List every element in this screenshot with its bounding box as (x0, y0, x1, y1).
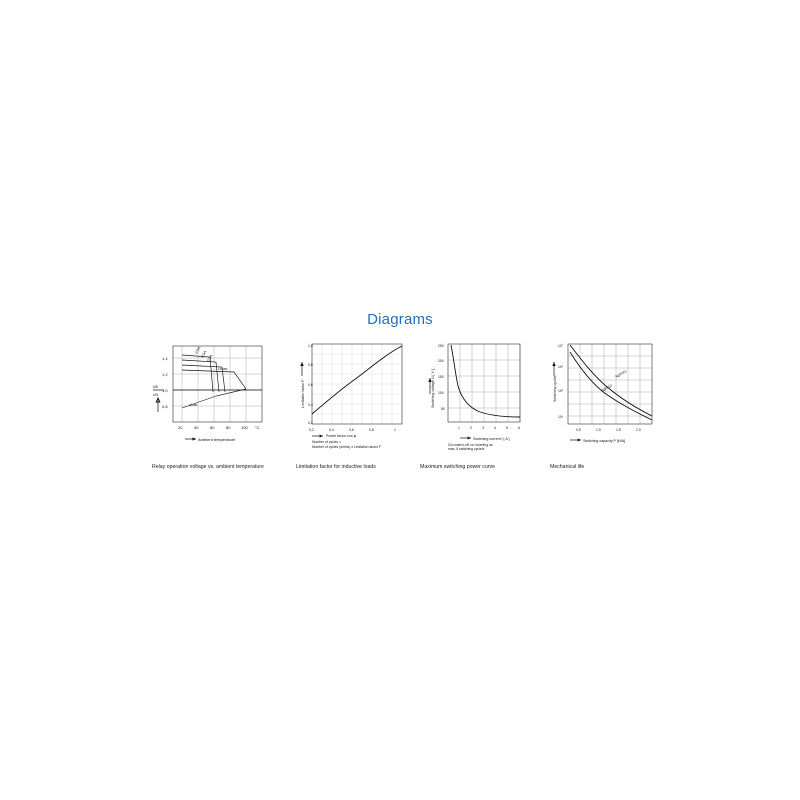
svg-text:250: 250 (438, 344, 444, 348)
svg-text:1,0: 1,0 (162, 388, 168, 393)
svg-text:10⁶: 10⁶ (558, 365, 564, 369)
caption-mechanical: Mechanical life (550, 464, 585, 470)
svg-text:60: 60 (210, 425, 215, 430)
svg-text:0,8: 0,8 (369, 428, 374, 432)
svg-text:150: 150 (438, 375, 444, 379)
plot-area-switching (420, 336, 550, 451)
page-title: Diagrams (367, 311, 433, 328)
svg-text:0,5: 0,5 (576, 428, 581, 432)
svg-text:0,8: 0,8 (162, 404, 168, 409)
plot-area-relay (152, 336, 282, 446)
mechanical-svg (550, 336, 680, 451)
svg-text:G/o switch-off, no inverting a: G/o switch-off, no inverting as (448, 443, 493, 447)
svg-text:Switching current I [ A ]: Switching current I [ A ] (473, 437, 510, 441)
limitation-svg (296, 336, 426, 451)
switching-svg (420, 336, 550, 451)
svg-text:Ambient temperature: Ambient temperature (198, 437, 236, 442)
svg-text:0,8: 0,8 (308, 363, 313, 367)
svg-text:0,6A: 0,6A (194, 346, 202, 355)
svg-text:Umin: Umin (189, 403, 198, 407)
svg-text:1: 1 (458, 426, 460, 430)
plot-area-mechanical (550, 336, 680, 446)
svg-text:Umax: Umax (218, 367, 228, 371)
svg-text:Switching voltage U [ V ]: Switching voltage U [ V ] (431, 369, 435, 408)
svg-text:1,5: 1,5 (616, 428, 621, 432)
caption-limitation: Limitation factor for inductive loads (296, 464, 376, 470)
svg-text:AgNi10: AgNi10 (600, 383, 613, 393)
svg-text:6: 6 (518, 426, 520, 430)
svg-text:Switching cycles: Switching cycles (553, 375, 557, 402)
chart-relay-operation-voltage (152, 336, 282, 506)
svg-text:0,5A: 0,5A (200, 350, 208, 359)
svg-text:Number of cycles =: Number of cycles = (312, 440, 342, 444)
svg-text:max. 5 switching cycle/s: max. 5 switching cycle/s (448, 447, 485, 451)
svg-text:0,6: 0,6 (308, 383, 313, 387)
relay-svg (152, 336, 282, 451)
svg-text:40: 40 (194, 425, 199, 430)
caption-relay: Relay operation voltage vs. ambient temperature (152, 464, 264, 470)
svg-text:0,2: 0,2 (308, 421, 313, 425)
plot-area-limitation (296, 336, 426, 449)
svg-text:80: 80 (226, 425, 231, 430)
chart-limitation-factor (296, 336, 426, 506)
svg-text:4: 4 (494, 426, 496, 430)
svg-text:5: 5 (506, 426, 508, 430)
svg-text:10⁵: 10⁵ (558, 389, 564, 393)
svg-text:0,2: 0,2 (309, 428, 314, 432)
svg-text:50: 50 (441, 407, 445, 411)
chart-mechanical-life (550, 336, 680, 506)
svg-text:UN: UN (153, 393, 158, 397)
svg-text:100: 100 (438, 391, 444, 395)
chart-max-switching-power (420, 336, 550, 506)
svg-text:1,0: 1,0 (308, 344, 313, 348)
svg-text:0,3A: 0,3A (206, 354, 214, 363)
svg-text:1,4: 1,4 (162, 356, 168, 361)
svg-text:0,4: 0,4 (308, 403, 313, 407)
svg-text:3: 3 (482, 426, 484, 430)
svg-text:100: 100 (241, 425, 248, 430)
svg-text:Number of cycles (ohmic) x Lim: Number of cycles (ohmic) x Limitation factor F (312, 445, 381, 449)
svg-text:Power factor cos φ: Power factor cos φ (326, 434, 357, 438)
svg-text:2: 2 (470, 426, 472, 430)
svg-text:1,0: 1,0 (596, 428, 601, 432)
svg-text:Switching capacity P [kVA]: Switching capacity P [kVA] (583, 439, 626, 443)
svg-text:10⁷: 10⁷ (558, 344, 563, 348)
svg-text:AgSnO₂: AgSnO₂ (614, 368, 628, 379)
svg-text:0,4: 0,4 (329, 428, 334, 432)
svg-text:°C: °C (255, 425, 260, 430)
svg-text:UB: UB (153, 385, 158, 389)
caption-switching: Maximum switching power curve (420, 464, 495, 470)
svg-text:0,6: 0,6 (349, 428, 354, 432)
svg-text:1: 1 (394, 428, 396, 432)
svg-text:2,0: 2,0 (636, 428, 641, 432)
svg-text:1,2: 1,2 (162, 372, 168, 377)
svg-text:10⁴: 10⁴ (558, 415, 564, 419)
svg-text:200: 200 (438, 359, 444, 363)
svg-text:20: 20 (178, 425, 183, 430)
svg-text:Limitation factor F: Limitation factor F (301, 379, 305, 408)
diagram-panels (0, 336, 800, 506)
